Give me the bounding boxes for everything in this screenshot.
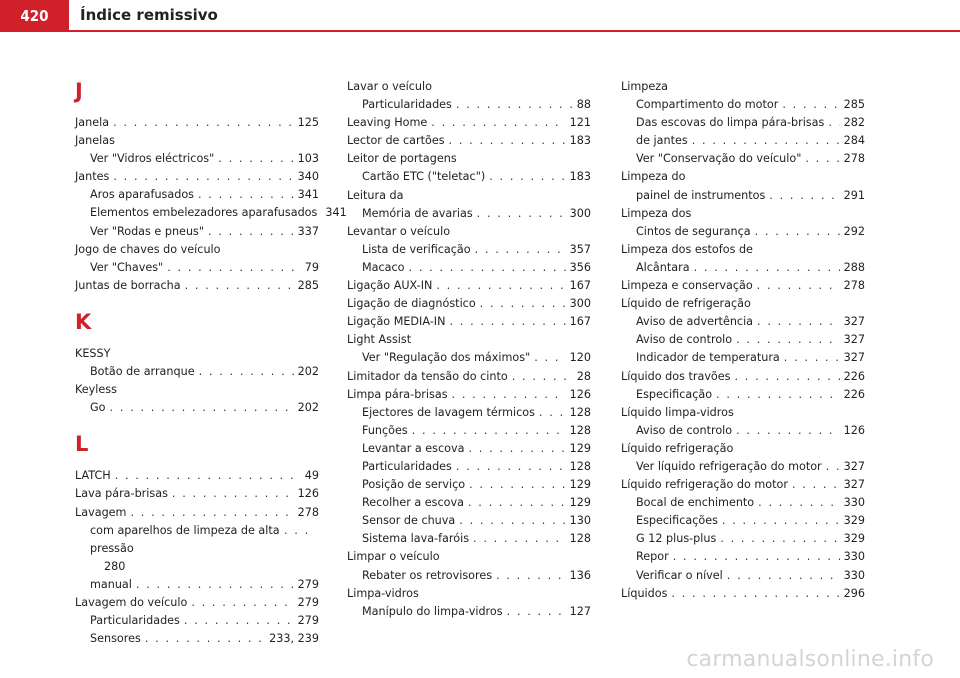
index-entry <box>75 277 319 295</box>
entry-page-ref: 128 <box>569 405 591 419</box>
dot-leader <box>720 530 839 548</box>
dot-leader <box>671 585 839 603</box>
entry-term: Leaving Home <box>347 116 428 130</box>
entry-term: G 12 plus-plus <box>636 532 717 546</box>
entry-term: Botão de arranque <box>90 365 195 379</box>
dot-leader <box>782 96 839 114</box>
dot-leader <box>110 399 294 417</box>
dot-leader <box>735 368 840 386</box>
dot-leader <box>436 277 565 295</box>
dot-leader <box>512 368 573 386</box>
entry-page-ref: 88 <box>576 98 591 112</box>
index-entry <box>75 485 319 503</box>
index-subentry <box>621 494 865 512</box>
entry-term: Janela <box>75 116 110 129</box>
index-subentry <box>621 548 865 566</box>
index-subentry <box>621 530 865 548</box>
index-subentry <box>75 522 319 576</box>
entry-term: Macaco <box>362 260 405 274</box>
index-subentry <box>75 186 319 204</box>
dot-leader <box>167 259 301 277</box>
entry-term: Ver líquido refrigeração do motor <box>636 459 822 473</box>
entry-page-ref: 103 <box>297 152 319 166</box>
index-subentry <box>75 630 319 648</box>
entry-page-ref: 282 <box>843 116 865 130</box>
entry-term: Cintos de segurança <box>636 224 751 238</box>
entry-term: Ligação AUX-IN <box>347 279 433 293</box>
dot-leader <box>722 512 840 530</box>
entry-term: Especificações <box>636 514 718 528</box>
index-entry <box>347 386 591 404</box>
entry-term: Alcântara <box>636 260 690 274</box>
dot-leader <box>757 277 840 295</box>
dot-leader <box>507 603 566 621</box>
dot-leader <box>736 422 840 440</box>
dot-leader <box>716 386 840 404</box>
index-entry <box>621 585 865 603</box>
dot-leader <box>539 404 566 422</box>
watermark: carmanualsonline.info <box>686 647 934 672</box>
entry-term: Aros aparafusados <box>90 188 194 202</box>
index-subentry <box>75 399 319 417</box>
entry-term: Repor <box>636 550 669 564</box>
dot-leader <box>449 313 565 331</box>
section-letter: K <box>75 309 92 334</box>
dot-leader <box>496 567 566 585</box>
entry-page-ref: 279 <box>297 614 319 628</box>
entry-term: Das escovas do limpa pára-brisas <box>636 116 825 130</box>
index-column-1 <box>75 78 347 648</box>
entry-term: Limitador da tensão do cinto <box>347 369 508 383</box>
entry-page-ref: 126 <box>843 423 865 437</box>
entry-term: Elementos embelezadores aparafusados <box>90 206 318 220</box>
dot-leader <box>218 150 293 168</box>
entry-page-ref: 341 <box>325 206 347 220</box>
page-header <box>0 0 960 34</box>
dot-leader <box>208 223 294 241</box>
index-subentry <box>347 458 591 476</box>
index-heading: Leitor de portagens <box>347 152 457 166</box>
index-subentry <box>621 349 865 367</box>
entry-term: Lista de verificação <box>362 242 471 256</box>
index-entry <box>347 114 591 132</box>
entry-page-ref: 130 <box>569 514 591 528</box>
entry-term: Lector de cartões <box>347 134 445 148</box>
entry-page-ref: 285 <box>843 98 865 112</box>
index-heading: Limpar o veículo <box>347 550 440 564</box>
entry-term: Go <box>90 401 106 415</box>
entry-page-ref: 300 <box>569 297 591 311</box>
entry-page-ref: 120 <box>569 351 591 365</box>
entry-page-ref: 279 <box>297 577 319 591</box>
entry-page-ref: 327 <box>843 333 865 347</box>
entry-page-ref: 279 <box>297 595 319 609</box>
index-subentry <box>621 132 865 150</box>
index-subentry <box>621 259 865 277</box>
entry-page-ref: 202 <box>297 401 319 415</box>
index-heading: Keyless <box>75 383 117 397</box>
index-subentry <box>621 567 865 585</box>
dot-leader <box>489 168 565 186</box>
dot-leader <box>199 363 294 381</box>
entry-term: Aviso de controlo <box>636 333 733 347</box>
entry-page-ref: 292 <box>843 224 865 238</box>
entry-page-ref: 129 <box>569 496 591 510</box>
dot-leader <box>113 168 293 186</box>
entry-page-ref: 330 <box>843 496 865 510</box>
entry-page-ref: 284 <box>843 134 865 148</box>
page-number: 420 <box>0 0 69 31</box>
entry-term: Sensores <box>90 632 141 646</box>
index-entry <box>347 277 591 295</box>
entry-term: Particularidades <box>90 614 180 628</box>
index-subentry <box>621 458 865 476</box>
dot-leader <box>130 504 293 522</box>
index-entry <box>75 594 319 612</box>
index-subentry <box>621 114 865 132</box>
entry-page-ref: 356 <box>569 260 591 274</box>
dot-leader <box>412 422 566 440</box>
index-subentry <box>621 512 865 530</box>
entry-page-ref: 291 <box>843 188 865 202</box>
entry-term: Bocal de enchimento <box>636 496 755 510</box>
entry-page-ref: 341 <box>297 188 319 202</box>
dot-leader <box>769 187 839 205</box>
dot-leader <box>172 485 294 503</box>
index-subentry <box>347 476 591 494</box>
index-entry <box>347 132 591 150</box>
dot-leader <box>727 567 840 585</box>
entry-page-ref: 288 <box>843 260 865 274</box>
index-subentry <box>621 187 865 205</box>
entry-term: Cartão ETC ("teletac") <box>362 170 486 184</box>
entry-page-ref: 126 <box>297 487 319 501</box>
index-subentry <box>347 422 591 440</box>
index-subentry <box>621 422 865 440</box>
index-subentry <box>75 576 319 594</box>
dot-leader <box>145 630 265 648</box>
entry-term: Rebater os retrovisores <box>362 568 493 582</box>
entry-term: Memória de avarias <box>362 206 473 220</box>
entry-page-ref: 128 <box>569 532 591 546</box>
dot-leader <box>480 295 566 313</box>
dot-leader <box>736 331 840 349</box>
entry-term: Lava pára-brisas <box>75 487 168 501</box>
index-column-2 <box>347 78 591 621</box>
entry-page-ref: 28 <box>576 369 591 383</box>
index-heading: Levantar o veículo <box>347 224 451 238</box>
entry-term: Jantes <box>75 170 110 184</box>
dot-leader <box>184 612 294 630</box>
entry-page-ref: 330 <box>843 550 865 564</box>
dot-leader <box>784 349 840 367</box>
entry-page-ref: 329 <box>843 532 865 546</box>
entry-page-ref: 327 <box>843 478 865 492</box>
dot-leader <box>185 277 294 295</box>
entry-page-ref: 128 <box>569 459 591 473</box>
entry-page-ref: 136 <box>569 568 591 582</box>
header-divider <box>0 30 960 32</box>
entry-term: Manípulo do limpa-vidros <box>362 604 503 618</box>
dot-leader <box>692 132 840 150</box>
entry-term: Sensor de chuva <box>362 514 456 528</box>
dot-leader <box>477 205 566 223</box>
index-subentry <box>621 150 865 168</box>
dot-leader <box>115 467 301 485</box>
entry-page-ref: 121 <box>569 116 591 130</box>
entry-page-ref: 329 <box>843 514 865 528</box>
index-subentry <box>347 512 591 530</box>
dot-leader <box>755 223 840 241</box>
entry-page-ref: 129 <box>569 441 591 455</box>
entry-page-ref: 183 <box>569 170 591 184</box>
index-heading: Limpeza dos estofos de <box>621 242 753 256</box>
index-subentry <box>75 204 347 222</box>
entry-page-ref: 357 <box>569 242 591 256</box>
entry-term: Particularidades <box>362 459 452 473</box>
index-entry <box>347 368 591 386</box>
entry-page-ref: 337 <box>297 224 319 238</box>
entry-term: Levantar a escova <box>362 441 465 455</box>
entry-page-ref: 125 <box>297 116 319 129</box>
entry-page-ref: 327 <box>843 315 865 329</box>
index-entry <box>75 168 319 186</box>
index-subentry <box>347 205 591 223</box>
dot-leader <box>191 594 293 612</box>
index-heading: KESSY <box>75 346 111 360</box>
dot-leader <box>136 576 294 594</box>
page-title: Índice remissivo <box>80 6 218 24</box>
entry-page-ref: 233, 239 <box>269 632 319 646</box>
dot-leader <box>452 386 566 404</box>
entry-term: Ver "Rodas e pneus" <box>90 224 205 238</box>
index-subentry <box>75 363 319 381</box>
dot-leader <box>409 259 566 277</box>
dot-leader <box>758 494 839 512</box>
entry-term: Sistema lava-faróis <box>362 532 470 546</box>
entry-term: Compartimento do motor <box>636 98 779 112</box>
entry-term: Ver "Regulação dos máximos" <box>362 351 531 365</box>
dot-leader <box>113 114 294 132</box>
index-heading: Limpeza do <box>621 170 686 184</box>
dot-leader <box>694 259 840 277</box>
entry-term: Lavagem <box>75 505 127 519</box>
index-heading: Leitura da <box>347 188 404 202</box>
index-subentry <box>75 150 319 168</box>
index-entry <box>621 476 865 494</box>
dot-leader <box>475 241 566 259</box>
dot-leader <box>468 494 566 512</box>
index-subentry <box>347 349 591 367</box>
index-subentry <box>75 259 319 277</box>
index-heading: Jogo de chaves do veículo <box>75 242 221 256</box>
entry-term: Ejectores de lavagem térmicos <box>362 405 535 419</box>
index-heading: Janelas <box>75 134 115 148</box>
index-entry <box>75 467 319 485</box>
entry-term: Líquido refrigeração do motor <box>621 478 788 492</box>
entry-term: Ver "Conservação do veículo" <box>636 152 802 166</box>
index-subentry <box>347 494 591 512</box>
index-column-3 <box>621 78 865 603</box>
index-subentry <box>75 223 319 241</box>
index-entry <box>621 277 865 295</box>
entry-term: Limpeza e conservação <box>621 279 753 293</box>
entry-page-ref: 340 <box>297 170 319 184</box>
index-subentry <box>621 331 865 349</box>
index-subentry <box>347 168 591 186</box>
dot-leader <box>792 476 840 494</box>
index-heading: Líquido de refrigeração <box>621 297 751 311</box>
dot-leader <box>198 186 294 204</box>
index-heading: Líquido limpa-vidros <box>621 405 734 419</box>
entry-term: Ver "Chaves" <box>90 260 164 274</box>
entry-term: Lavagem do veículo <box>75 595 188 609</box>
index-entry <box>347 295 591 313</box>
index-heading: Líquido refrigeração <box>621 441 734 455</box>
dot-leader <box>473 530 566 548</box>
index-subentry <box>621 96 865 114</box>
entry-page-ref: 79 <box>304 260 319 274</box>
dot-leader <box>456 458 566 476</box>
dot-leader <box>805 150 839 168</box>
dot-leader <box>826 458 840 476</box>
index-entry <box>75 504 319 522</box>
section-letter: J <box>75 79 83 103</box>
index-subentry <box>347 567 591 585</box>
index-subentry <box>621 223 865 241</box>
entry-page-ref: 226 <box>843 369 865 383</box>
index-heading: Light Assist <box>347 333 412 347</box>
entry-term: Recolher a escova <box>362 496 464 510</box>
dot-leader <box>284 522 315 558</box>
entry-term: painel de instrumentos <box>636 188 766 202</box>
dot-leader <box>456 96 573 114</box>
entry-page-ref: 49 <box>304 469 319 483</box>
entry-term: manual <box>90 577 132 591</box>
dot-leader <box>828 114 839 132</box>
entry-page-ref: 296 <box>843 586 865 600</box>
index-subentry <box>347 440 591 458</box>
entry-page-ref: 183 <box>569 134 591 148</box>
entry-term: Líquidos <box>621 586 668 600</box>
index-subentry <box>347 241 591 259</box>
dot-leader <box>449 132 566 150</box>
entry-page-ref: 278 <box>297 505 319 519</box>
dot-leader <box>431 114 565 132</box>
entry-term: LATCH <box>75 469 111 483</box>
entry-term: Ver "Vidros eléctricos" <box>90 152 215 166</box>
index-entry <box>621 368 865 386</box>
index-subentry <box>621 386 865 404</box>
dot-leader <box>468 440 565 458</box>
entry-term: Ligação de diagnóstico <box>347 297 476 311</box>
entry-term: Verificar o nível <box>636 568 723 582</box>
dot-leader <box>459 512 565 530</box>
dot-leader <box>673 548 840 566</box>
entry-term: Limpa pára-brisas <box>347 387 448 401</box>
entry-page-ref: 280 <box>104 559 126 573</box>
entry-term: Líquido dos travões <box>621 369 731 383</box>
entry-term: de jantes <box>636 134 688 148</box>
entry-page-ref: 327 <box>843 459 865 473</box>
entry-page-ref: 128 <box>569 423 591 437</box>
entry-page-ref: 202 <box>297 365 319 379</box>
entry-page-ref: 285 <box>297 278 319 292</box>
entry-page-ref: 278 <box>843 279 865 293</box>
entry-term: Indicador de temperatura <box>636 351 780 365</box>
index-heading: Limpeza dos <box>621 206 692 220</box>
dot-leader <box>469 476 566 494</box>
index-subentry <box>347 96 591 114</box>
index-subentry <box>621 313 865 331</box>
entry-term: Funções <box>362 423 408 437</box>
index-subentry <box>347 404 591 422</box>
entry-term: com aparelhos de limpeza de alta pressão <box>90 523 280 555</box>
entry-term: Ligação MEDIA-IN <box>347 315 446 329</box>
entry-page-ref: 226 <box>843 387 865 401</box>
index-subentry <box>347 259 591 277</box>
entry-page-ref: 127 <box>569 604 591 618</box>
entry-term: Aviso de advertência <box>636 315 754 329</box>
dot-leader <box>757 313 840 331</box>
entry-page-ref: 300 <box>569 206 591 220</box>
entry-page-ref: 167 <box>569 279 591 293</box>
entry-term: Juntas de borracha <box>75 278 181 292</box>
entry-page-ref: 129 <box>569 478 591 492</box>
entry-term: Aviso de controlo <box>636 423 733 437</box>
index-entry <box>75 114 319 132</box>
entry-page-ref: 278 <box>843 152 865 166</box>
index-entry <box>347 313 591 331</box>
entry-page-ref: 330 <box>843 568 865 582</box>
index-heading: Limpeza <box>621 80 668 93</box>
index-subentry <box>75 612 319 630</box>
index-heading: Limpa-vidros <box>347 586 419 600</box>
index-heading: Lavar o veículo <box>347 80 432 93</box>
dot-leader <box>534 349 565 367</box>
entry-page-ref: 126 <box>569 387 591 401</box>
entry-term: Especificação <box>636 387 713 401</box>
entry-page-ref: 167 <box>569 315 591 329</box>
index-subentry <box>347 530 591 548</box>
index-subentry <box>347 603 591 621</box>
entry-term: Particularidades <box>362 98 452 112</box>
entry-page-ref: 327 <box>843 351 865 365</box>
section-letter: L <box>75 432 89 457</box>
entry-term: Posição de serviço <box>362 478 466 492</box>
